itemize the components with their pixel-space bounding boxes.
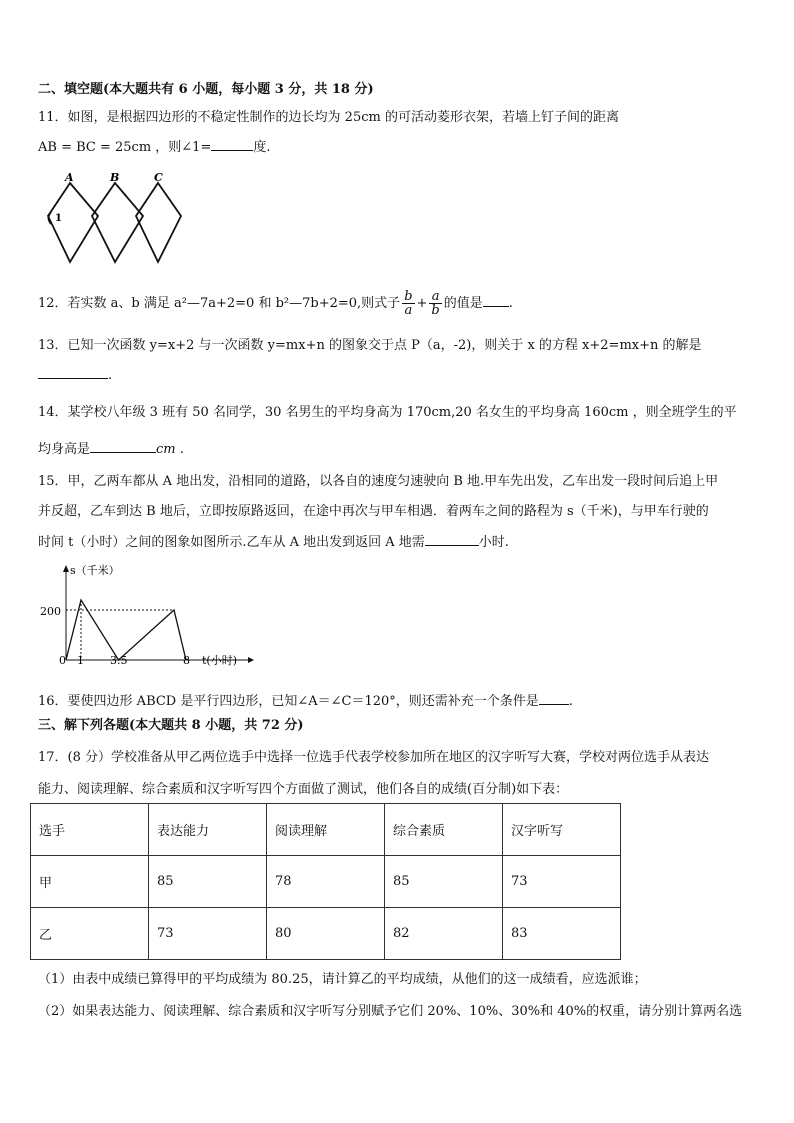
rhombus-2	[92, 183, 143, 262]
section-heading: 三、解下列各题(本大题共 8 小题，共 72 分)	[38, 718, 304, 733]
plus-sign: +	[416, 296, 428, 311]
q11-text-a: AB = BC = 25cm ，则∠1=	[38, 140, 212, 155]
table-cell: 73	[149, 908, 267, 960]
table-cell: 甲	[31, 856, 149, 908]
x-tick-1: 1	[77, 654, 84, 667]
header-cell: 表达能力	[149, 804, 267, 856]
table-cell: 85	[385, 856, 503, 908]
question-15-line3	[38, 531, 509, 550]
question-15-line1: 15．甲，乙两车都从 A 地出发，沿相同的道路，以各自的速度匀速驶向 B 地.甲车先出发，乙车出发一段时间后追上甲	[38, 474, 719, 489]
fraction-b-over-a	[402, 290, 414, 317]
question-14-line1: 14．某学校八年级 3 班有 50 名同学，30 名男生的平均身高为 170cm,20 名女生的平均身高 160cm ，则全班学生的平	[38, 405, 737, 420]
table-cell: 73	[503, 856, 621, 908]
y-axis-arrow	[63, 565, 69, 572]
score-table	[30, 803, 621, 960]
header-cell: 汉字听写	[503, 804, 621, 856]
q14-text-b: cm .	[156, 442, 184, 457]
answer-blank[interactable]	[38, 366, 108, 379]
rhombus-hanger-figure	[40, 168, 190, 268]
table-header-row	[31, 804, 621, 856]
label-c: C	[154, 171, 163, 184]
table-cell: 83	[503, 908, 621, 960]
answer-blank[interactable]	[483, 294, 509, 307]
x-tick-3-5: 3.5	[110, 654, 128, 667]
distance-time-graph	[30, 560, 260, 672]
answer-blank[interactable]	[539, 692, 569, 705]
header-cell: 选手	[31, 804, 149, 856]
x-axis-label: t(小时)	[202, 654, 238, 667]
question-12: 12．若实数 a、b 满足 a²—7a+2=0 和 b²—7b+2=0,则式子 $\frac{b}{a}$ + $\frac{a}{b}$ 的值是 .	[38, 289, 513, 318]
question-17-line2: 能力、阅读理解、综合素质和汉字听写四个方面做了测试，他们各自的成绩(百分制)如下表：	[38, 782, 569, 797]
table-cell: 82	[385, 908, 503, 960]
y-tick-200: 200	[40, 605, 61, 618]
table-row	[31, 908, 621, 960]
table-cell: 85	[149, 856, 267, 908]
label-angle-1: 1	[55, 213, 62, 224]
table-cell: 乙	[31, 908, 149, 960]
question-13-line1: 13．已知一次函数 y=x+2 与一次函数 y=mx+n 的图象交于点 P（a，-2)，则关于 x 的方程 x+2=mx+n 的解是	[38, 338, 702, 353]
question-16	[38, 690, 573, 709]
question-13-line2	[38, 366, 112, 383]
question-14-line2	[38, 438, 184, 457]
frac2-denominator: b	[431, 303, 440, 318]
label-b: B	[110, 171, 120, 184]
q13-end: .	[108, 368, 113, 383]
x-tick-0: 0	[59, 654, 66, 667]
header-cell: 阅读理解	[267, 804, 385, 856]
table-cell: 78	[267, 856, 385, 908]
section-heading: 二、填空题(本大题共有 6 小题，每小题 3 分，共 18 分)	[38, 82, 374, 97]
q16-text: 16．要使四边形 ABCD 是平行四边形，已知∠A＝∠C＝120°，则还需补充一个条件是	[38, 694, 539, 709]
frac1-denominator: a	[404, 303, 413, 318]
question-17-line1: 17．(8 分）学校准备从甲乙两位选手中选择一位选手代表学校参加所在地区的汉字听写大赛，学校对两位选手从表达	[38, 750, 710, 765]
question-17-sub2: （2）如果表达能力、阅读理解、综合素质和汉字听写分别赋予它们 20%、10%、30%和 40%的权重，请分别计算两名选	[38, 1004, 743, 1019]
question-17-sub1: （1）由表中成绩已算得甲的平均成绩为 80.25，请计算乙的平均成绩，从他们的这一成绩看，应选派谁；	[38, 972, 647, 987]
table-cell: 80	[267, 908, 385, 960]
q12-text-pre: 12．若实数 a、b 满足 a²—7a+2=0 和 b²—7b+2=0,则式子	[38, 296, 401, 311]
q15-text-a: 时间 t（小时）之间的图象如图所示.乙车从 A 地出发到返回 A 地需	[38, 535, 425, 550]
label-a: A	[65, 171, 74, 184]
q12-text-post: 的值是	[443, 296, 483, 311]
distance-series-line	[66, 600, 186, 660]
question-15-line2: 并反超，乙车到达 B 地后，立即按原路返回，在途中再次与甲车相遇．着两车之间的路程为 s（千米)，与甲车行驶的	[38, 504, 709, 519]
header-cell: 综合素质	[385, 804, 503, 856]
answer-blank[interactable]	[425, 533, 479, 546]
fraction-a-over-b	[429, 290, 441, 317]
frac2-numerator: a	[429, 290, 441, 304]
answer-blank[interactable]	[211, 138, 253, 151]
q14-text-a: 均身高是	[38, 442, 91, 457]
x-axis-arrow	[248, 657, 254, 663]
y-axis-label: s（千米）	[70, 564, 120, 577]
question-11-line2	[38, 136, 270, 155]
frac1-numerator: b	[404, 289, 413, 304]
answer-blank[interactable]	[90, 440, 156, 453]
question-11-line1: 11．如图，是根据四边形的不稳定性制作的边长均为 25cm 的可活动菱形衣架，若墙上钉子间的距离	[38, 110, 619, 125]
table-row	[31, 856, 621, 908]
q16-end: .	[568, 694, 573, 709]
x-tick-8: 8	[183, 654, 190, 667]
rhombus-3	[136, 183, 181, 262]
q11-text-b: 度.	[253, 140, 271, 155]
q15-text-b: 小时.	[478, 535, 509, 550]
